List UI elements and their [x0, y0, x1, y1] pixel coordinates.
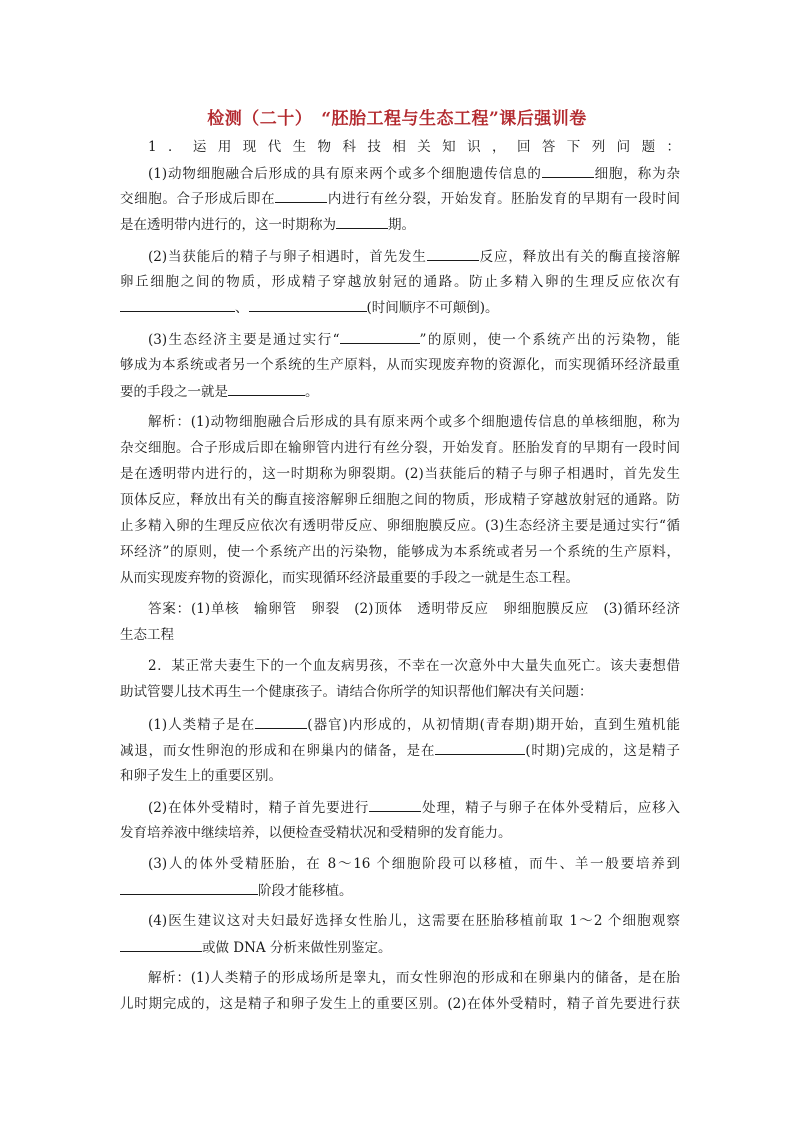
analysis-1-line: 从而实现废弃物的资源化，而实现循环经济最重要的手段之一就是生态工程。	[120, 570, 579, 586]
question-1-stem: 1．运用现代生物科技相关知识，回答下列问题：	[148, 139, 680, 155]
question-2-part-4-end: 或做 DNA 分析来做性别鉴定。	[120, 939, 680, 956]
question-2-part-2-cont: 发育培养液中继续培养，以便检查受精状况和受精卵的发育能力。	[120, 825, 512, 841]
question-2-part-2: (2)在体外受精时，精子首先要进行 处理，精子与卵子在体外受精后，应移入	[148, 800, 680, 816]
answer-blank[interactable]	[120, 299, 235, 312]
question-1-part-1-end: 是在透明带内进行的，这一时期称为 期。	[120, 217, 415, 233]
analysis-1-line: 环经济”的原则，使一个系统产出的污染物，能够成为本系统或者另一个系统的生产原料，	[120, 544, 680, 560]
answer-blank[interactable]	[120, 882, 258, 895]
question-1-part-1: (1)动物细胞融合后形成的具有原来两个或多个细胞遗传信息的 细胞，称为杂	[148, 166, 680, 182]
analysis-1-line: 杂交细胞。合子形成后即在输卵管内进行有丝分裂，开始发育。胚胎发育的早期有一段时间	[120, 440, 680, 456]
question-2-stem: 2．某正常夫妻生下的一个血友病男孩，不幸在一次意外中大量失血死亡。该夫妻想借	[148, 658, 680, 674]
question-1-part-2: (2)当获能后的精子与卵子相遇时，首先发生 反应，释放出有关的酶直接溶解	[148, 249, 680, 265]
analysis-1-line: 顶体反应，释放出有关的酶直接溶解卵丘细胞之间的物质，形成精子穿越放射冠的通路。防	[120, 492, 680, 508]
answer-blank[interactable]	[228, 383, 305, 396]
analysis-1-line: 止多精入卵的生理反应依次有透明带反应、卵细胞膜反应。(3)生态经济主要是通过实行“循	[120, 518, 680, 534]
answer-blank[interactable]	[369, 799, 421, 812]
question-2-part-1: (1)人类精子是在 (器官)内形成的，从初情期(青春期)期开始，直到生殖机能	[148, 717, 680, 733]
question-1-part-3-end: 要的手段之一就是 。	[120, 384, 319, 400]
question-2-part-4: (4)医生建议这对夫妇最好选择女性胎儿，这需要在胚胎移植前取 1～2 个细胞观察	[148, 913, 680, 929]
answer-blank[interactable]	[435, 742, 525, 755]
question-2-part-1-cont: 减退，而女性卵泡的形成和在卵巢内的储备，是在 (时期)完成的，这是精子	[120, 743, 680, 759]
analysis-1-line: 解析：(1)动物细胞融合后形成的具有原来两个或多个细胞遗传信息的单核细胞，称为	[148, 414, 680, 430]
answer-blank[interactable]	[336, 216, 388, 229]
question-1-part-1-cont: 交细胞。合子形成后即在 内进行有丝分裂，开始发育。胚胎发育的早期有一段时间	[120, 191, 681, 207]
question-2-stem-cont: 助试管婴儿技术再生一个健康孩子。请结合你所学的知识帮他们解决有关问题：	[120, 684, 593, 700]
analysis-2-line: 解析：(1)人类精子的形成场所是睾丸，而女性卵泡的形成和在卵巢内的储备，是在胎	[148, 970, 680, 986]
answer-blank[interactable]	[340, 331, 420, 344]
answer-blank[interactable]	[275, 190, 327, 203]
page-title: 检测（二十） “胚胎工程与生态工程”课后强训卷	[207, 109, 587, 129]
answer-1-line: 答案：(1)单核 输卵管 卵裂 (2)顶体 透明带反应 卵细胞膜反应 (3)循环经济	[148, 601, 680, 617]
answer-blank[interactable]	[255, 716, 307, 729]
answer-blank[interactable]	[249, 299, 367, 312]
analysis-2-line: 儿时期完成的，这是精子和卵子发生上的重要区别。(2)在体外受精时，精子首先要进行获	[120, 996, 680, 1012]
question-1-part-3-cont: 够成为本系统或者另一个系统的生产原料，从而实现废弃物的资源化，而实现循环经济最重	[120, 357, 680, 373]
analysis-1-line: 是在透明带内进行的，这一时期称为卵裂期。(2)当获能后的精子与卵子相遇时，首先发生	[120, 466, 680, 482]
question-2-part-3: (3)人的体外受精胚胎，在 8～16 个细胞阶段可以移植，而牛、羊一般要培养到	[148, 856, 680, 872]
answer-1-line: 生态工程	[120, 627, 174, 643]
answer-blank[interactable]	[120, 939, 202, 952]
answer-blank[interactable]	[542, 165, 594, 178]
question-1-part-3: (3)生态经济主要是通过实行“ ”的原则，使一个系统产出的污染物，能	[148, 332, 680, 348]
question-1-part-2-end: 、 (时间顺序不可颠倒)。	[120, 299, 680, 316]
answer-blank[interactable]	[427, 248, 479, 261]
question-2-part-1-end: 和卵子发生上的重要区别。	[120, 768, 282, 784]
question-2-part-3-end: 阶段才能移植。	[120, 882, 680, 899]
question-1-part-2-cont: 卵丘细胞之间的物质，形成精子穿越放射冠的通路。防止多精入卵的生理反应依次有	[120, 274, 680, 290]
